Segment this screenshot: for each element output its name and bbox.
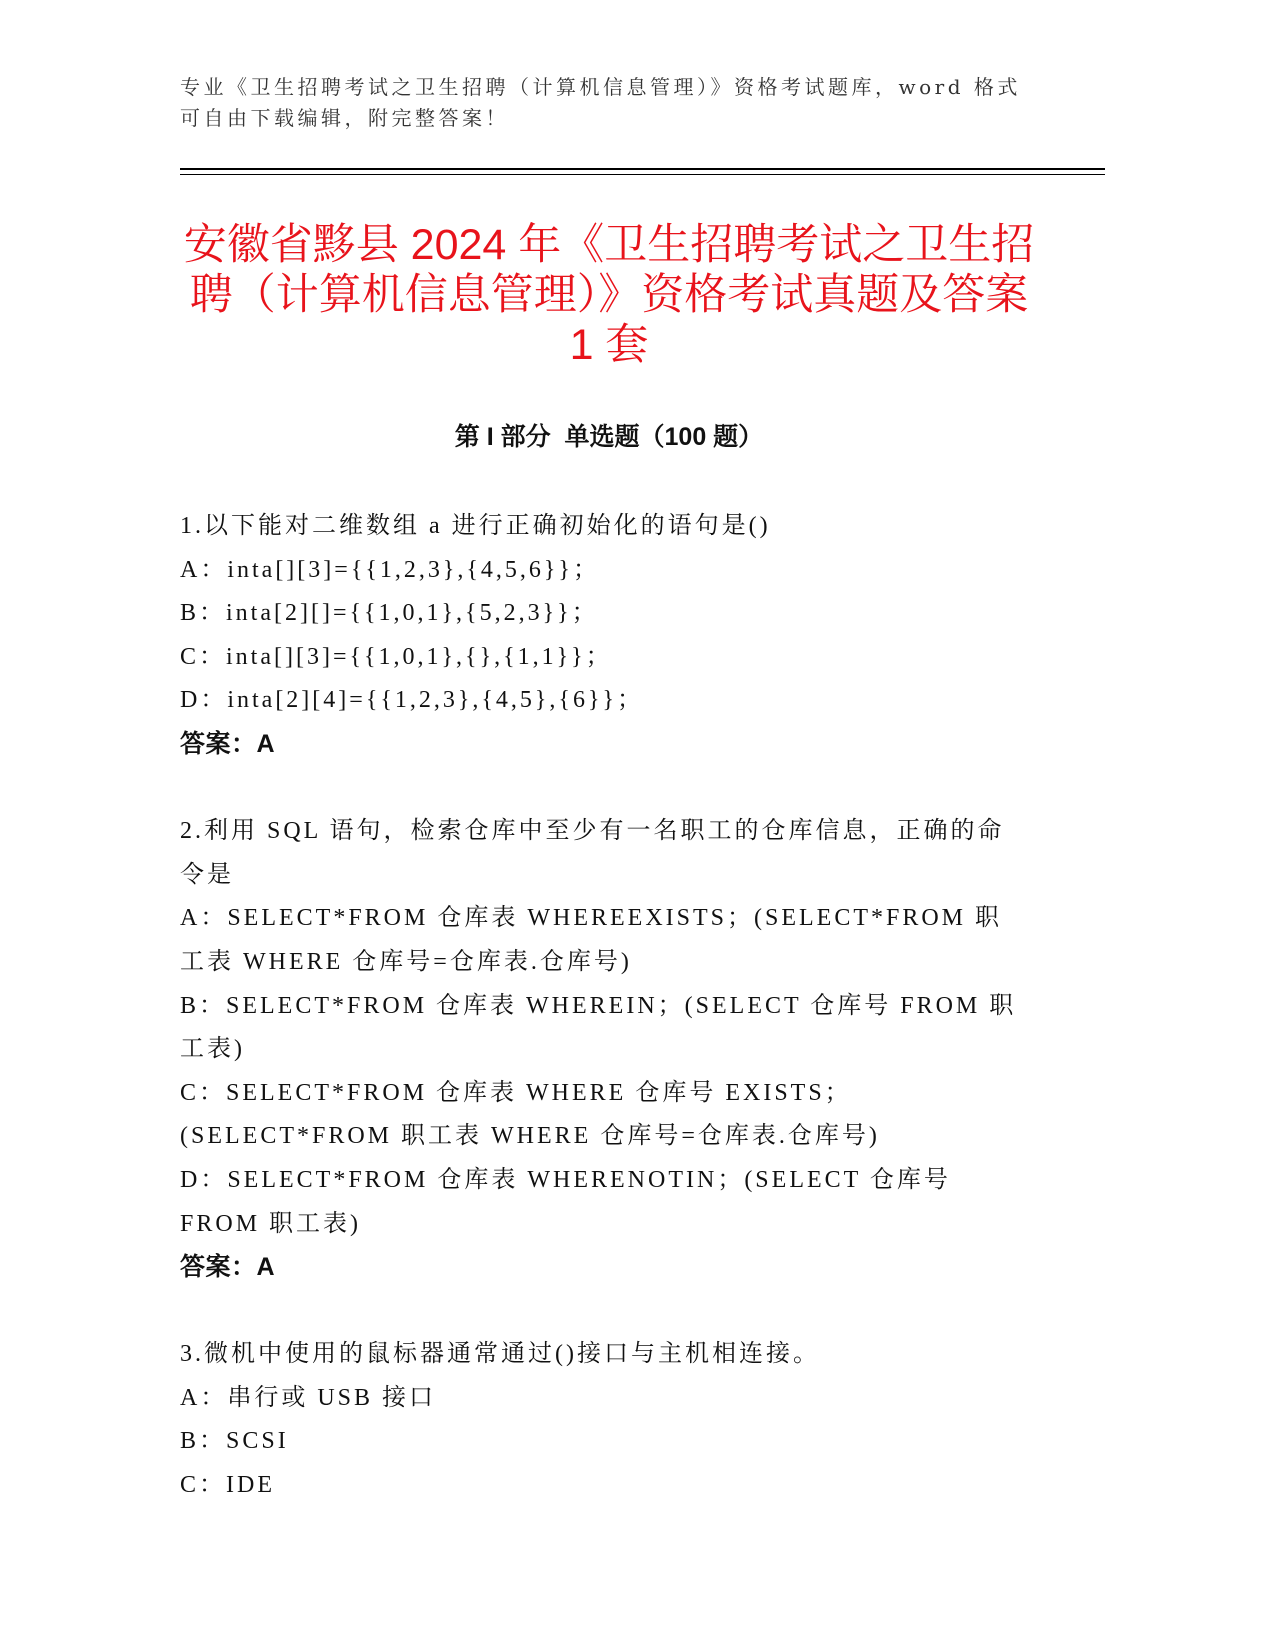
header-divider-thin — [180, 174, 1105, 175]
question-2 — [180, 810, 1025, 1290]
answer-line: 答案：A — [180, 729, 276, 758]
option-d: D：inta[2][4]={{1,2,3},{4,5},{6}}； — [180, 687, 644, 714]
option-b: B：SELECT*FROM 仓库表 WHEREIN；(SELECT 仓库号 FROM 职工表) — [180, 992, 1017, 1063]
option-d: D：SELECT*FROM 仓库表 WHERENOTIN；(SELECT 仓库号 FROM 职工表) — [180, 1166, 951, 1237]
header-line: 可自由下载编辑，附完整答案！ — [180, 106, 509, 130]
option-b: B：inta[2][]={{1,0,1},{5,2,3}}； — [180, 600, 599, 627]
document-header — [180, 72, 1060, 134]
question-stem: 1.以下能对二维数组 a 进行正确初始化的语句是() — [180, 513, 771, 539]
question-stem: 2.利用 SQL 语句，检索仓库中至少有一名职工的仓库信息，正确的命令是 — [180, 818, 1005, 888]
question-1 — [180, 505, 1025, 767]
question-3 — [180, 1333, 1025, 1507]
option-a: A：SELECT*FROM 仓库表 WHEREEXISTS；(SELECT*FROM 职工表 WHERE 仓库号=仓库表.仓库号) — [180, 905, 1003, 975]
document-title: 安徽省黟县 2024 年《卫生招聘考试之卫生招聘（计算机信息管理）》资格考试真题及答案 1 套 — [183, 221, 1035, 369]
option-a: A：串行或 USB 接口 — [180, 1384, 437, 1411]
option-c: C：SELECT*FROM 仓库表 WHERE 仓库号 EXISTS；(SELECT*FROM 职工表 WHERE 仓库号=仓库表.仓库号) — [180, 1079, 880, 1150]
option-c: C：inta[][3]={{1,0,1},{},{1,1}}； — [180, 643, 613, 670]
option-c: C：IDE — [180, 1472, 275, 1499]
option-a: A：inta[][3]={{1,2,3},{4,5,6}}； — [180, 556, 600, 583]
answer-line: 答案：A — [180, 1253, 276, 1282]
section-heading: 第 I 部分 单选题（100 题） — [454, 423, 764, 451]
question-list — [180, 505, 1025, 1551]
header-line: 专业《卫生招聘考试之卫生招聘（计算机信息管理）》资格考试题库，word 格式 — [180, 75, 1021, 99]
header-divider — [180, 168, 1105, 170]
question-stem: 3.微机中使用的鼠标器通常通过()接口与主机相连接。 — [180, 1341, 820, 1368]
option-b: B：SCSI — [180, 1428, 289, 1455]
